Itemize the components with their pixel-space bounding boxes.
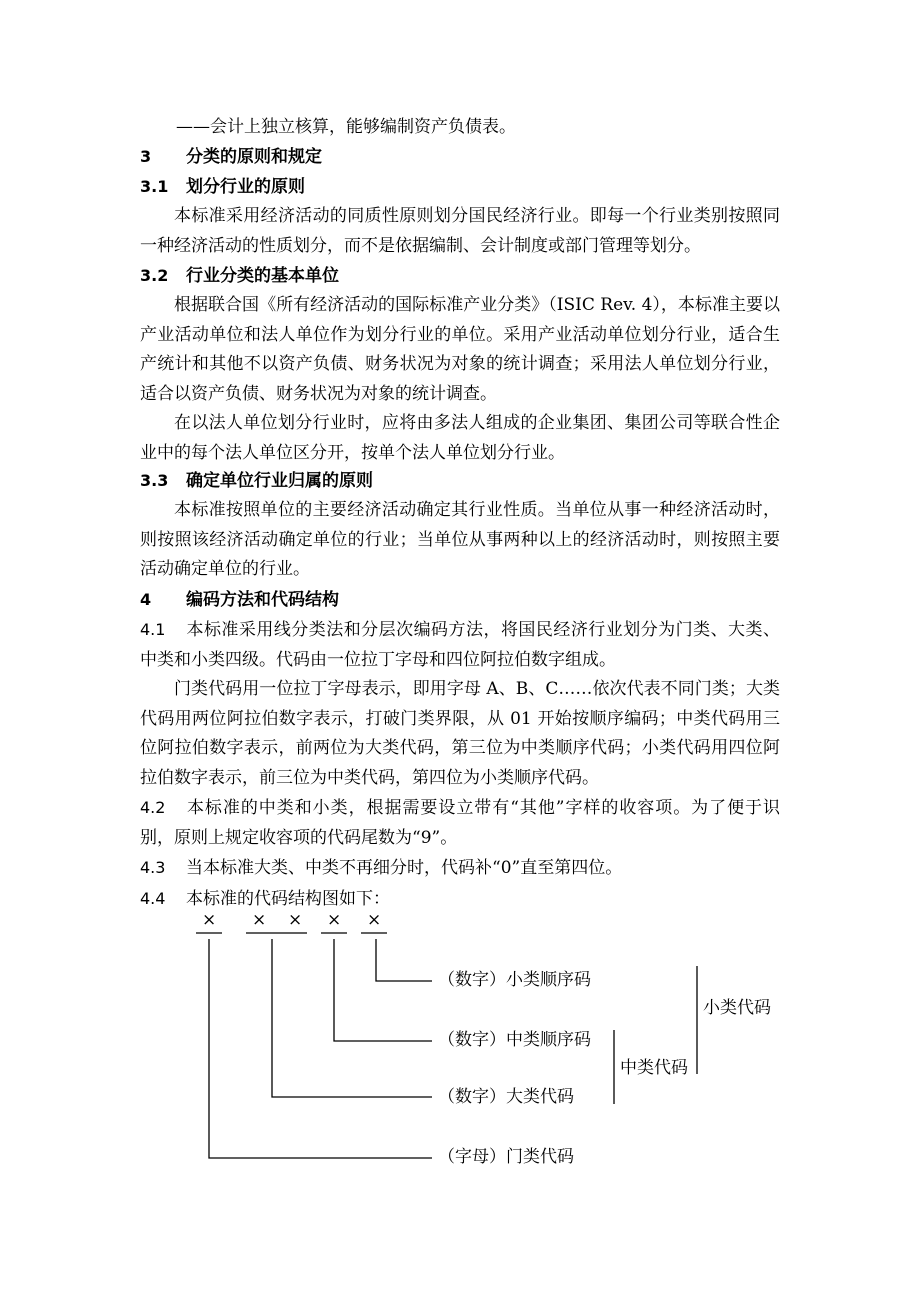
section-title: 分类的原则和规定 xyxy=(186,147,322,167)
mark-xiaolei: × xyxy=(367,910,382,930)
paragraph: 根据联合国《所有经济活动的国际标准产业分类》（ISIC Rev. 4），本标准主要以产业活动单位和法人单位作为划分行业的单位。采用产业活动单位划分行业，适合生产统计和其他不以资产负债、财务状况为对象的统计调查；采用法人单位划分行业，适合以资产负债、财务状况为对象的统计调查。 xyxy=(140,295,780,404)
section-number: 3.2 xyxy=(140,266,169,285)
section-number: 4.4 xyxy=(140,888,166,908)
paragraph: 本标准采用经济活动的同质性原则划分国民经济行业。即每一个行业类别按照同一种经济活动的性质划分，而不是依据编制、会计制度或部门管理等划分。 xyxy=(140,206,780,256)
section-title: 行业分类的基本单位 xyxy=(186,266,339,286)
paragraph-text: 本标准的代码结构图如下： xyxy=(186,888,390,909)
section-number: 4.3 xyxy=(140,858,166,877)
section-number: 4.1 xyxy=(140,620,166,639)
label-xiaolei-shunxu: （数字）小类顺序码 xyxy=(438,970,591,990)
mark-dalei-1: × xyxy=(252,910,267,930)
group-label-xiaolei: 小类代码 xyxy=(703,998,771,1018)
section-number: 3 xyxy=(140,147,152,166)
section-number: 3.3 xyxy=(140,471,169,490)
connector-menlei xyxy=(209,939,432,1158)
section-title: 确定单位行业归属的原则 xyxy=(186,471,373,491)
section-title: 编码方法和代码结构 xyxy=(186,590,339,610)
group-label-zhonglei: 中类代码 xyxy=(620,1058,688,1078)
intro-line: ——会计上独立核算，能够编制资产负债表。 xyxy=(176,117,516,137)
mark-menlei: × xyxy=(202,910,217,930)
label-zhonglei-shunxu: （数字）中类顺序码 xyxy=(438,1030,591,1050)
paragraph-text: 本标准的中类和小类，根据需要设立带有“其他”字样的收容项。为了便于识别，原则上规定收容项的代码尾数为“9”。 xyxy=(140,798,780,848)
mark-dalei-2: × xyxy=(288,910,303,930)
paragraph-text: 本标准采用线分类法和分层次编码方法，将国民经济行业划分为门类、大类、中类和小类四级。代码由一位拉丁字母和四位阿拉伯数字组成。 xyxy=(140,620,780,670)
label-menlei: （字母）门类代码 xyxy=(438,1147,574,1167)
section-number: 4.2 xyxy=(140,798,166,817)
mark-zhonglei: × xyxy=(327,910,342,930)
connector-zhonglei-shunxu xyxy=(334,939,432,1041)
connector-xiaolei-shunxu xyxy=(376,939,432,981)
section-number: 4 xyxy=(140,590,152,609)
paragraph: 本标准按照单位的主要经济活动确定其行业性质。当单位从事一种经济活动时，则按照该经济活动确定单位的行业；当单位从事两种以上的经济活动时，则按照主要活动确定单位的行业。 xyxy=(140,500,780,579)
paragraph: 门类代码用一位拉丁字母表示，即用字母 A、B、C……依次代表不同门类；大类代码用两位阿拉伯数字表示，打破门类界限，从 01 开始按顺序编码；中类代码用三位阿拉伯数字表示，前两位为大类代码，第三位为中类顺序代码；小类代码用四位阿拉伯数字表示，前三位为中类代码，第四位为小类顺序代码。 xyxy=(140,679,780,788)
connector-dalei xyxy=(272,939,432,1097)
section-title: 划分行业的原则 xyxy=(186,177,305,197)
paragraph-text: 当本标准大类、中类不再细分时，代码补“0”直至第四位。 xyxy=(186,858,623,878)
paragraph: 在以法人单位划分行业时，应将由多法人组成的企业集团、集团公司等联合性企业中的每个法人单位区分开，按单个法人单位划分行业。 xyxy=(140,413,780,463)
label-dalei: （数字）大类代码 xyxy=(438,1087,574,1107)
section-number: 3.1 xyxy=(140,177,169,196)
